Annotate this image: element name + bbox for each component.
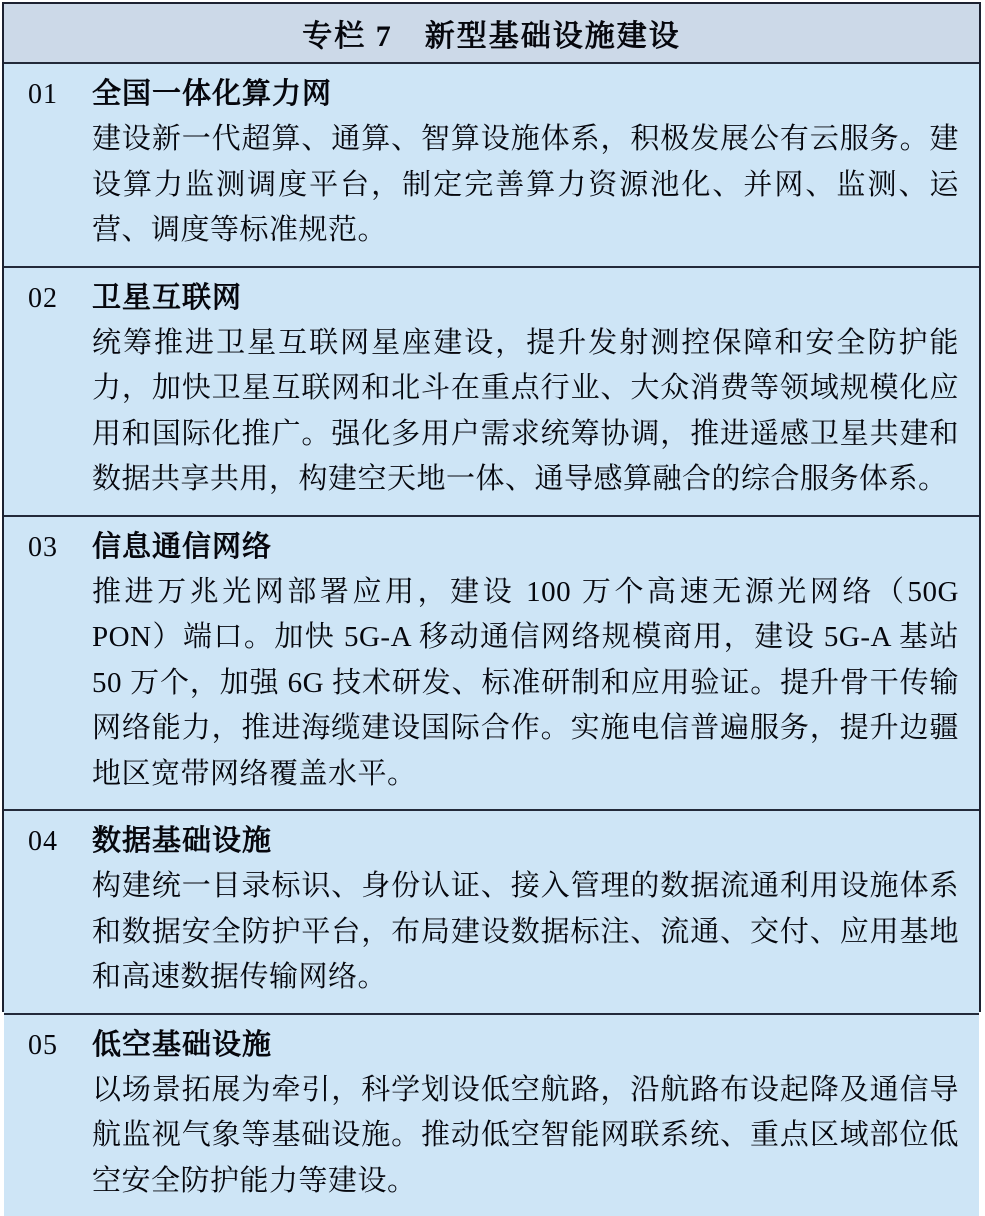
section-02 bbox=[4, 266, 979, 515]
section-number: 04 bbox=[28, 819, 58, 864]
section-body: 构建统一目录标识、身份认证、接入管理的数据流通利用设施体系和数据安全防护平台，布局建设数据标注、流通、交付、应用基地和高速数据传输网络。 bbox=[92, 864, 959, 1001]
section-body: 建设新一代超算、通算、智算设施体系，积极发展公有云服务。建设算力监测调度平台，制定完善算力资源池化、并网、监测、运营、调度等标准规范。 bbox=[92, 117, 959, 254]
section-05 bbox=[4, 1013, 979, 1216]
section-number: 02 bbox=[28, 276, 58, 321]
policy-box bbox=[2, 2, 981, 1012]
section-04 bbox=[4, 809, 979, 1013]
section-number: 01 bbox=[28, 72, 58, 117]
section-body: 推进万兆光网部署应用，建设 100 万个高速无源光网络（50G PON）端口。加快 5G-A 移动通信网络规模商用，建设 5G-A 基站 50 万个，加强 6G 技术研发、标准研制和应用验证。提升骨干传输网络能力，推进海缆建设国际合作。实施电信普遍服务，提升边疆地区宽带网络覆盖水平。 bbox=[92, 570, 959, 798]
section-heading: 低空基础设施 bbox=[92, 1023, 959, 1068]
section-heading: 卫星互联网 bbox=[92, 276, 959, 321]
section-01 bbox=[4, 62, 979, 266]
section-body: 以场景拓展为牵引，科学划设低空航路，沿航路布设起降及通信导航监视气象等基础设施。推动低空智能网联系统、重点区域部位低空安全防护能力等建设。 bbox=[92, 1068, 959, 1205]
section-heading: 全国一体化算力网 bbox=[92, 72, 959, 117]
section-heading: 数据基础设施 bbox=[92, 819, 959, 864]
section-heading: 信息通信网络 bbox=[92, 525, 959, 570]
section-03 bbox=[4, 515, 979, 810]
box-title: 专栏 7 新型基础设施建设 bbox=[4, 4, 979, 62]
section-number: 05 bbox=[28, 1023, 58, 1068]
section-body: 统筹推进卫星互联网星座建设，提升发射测控保障和安全防护能力，加快卫星互联网和北斗在重点行业、大众消费等领域规模化应用和国际化推广。强化多用户需求统筹协调，推进遥感卫星共建和数据共享共用，构建空天地一体、通导感算融合的综合服务体系。 bbox=[92, 321, 959, 503]
section-number: 03 bbox=[28, 525, 58, 570]
